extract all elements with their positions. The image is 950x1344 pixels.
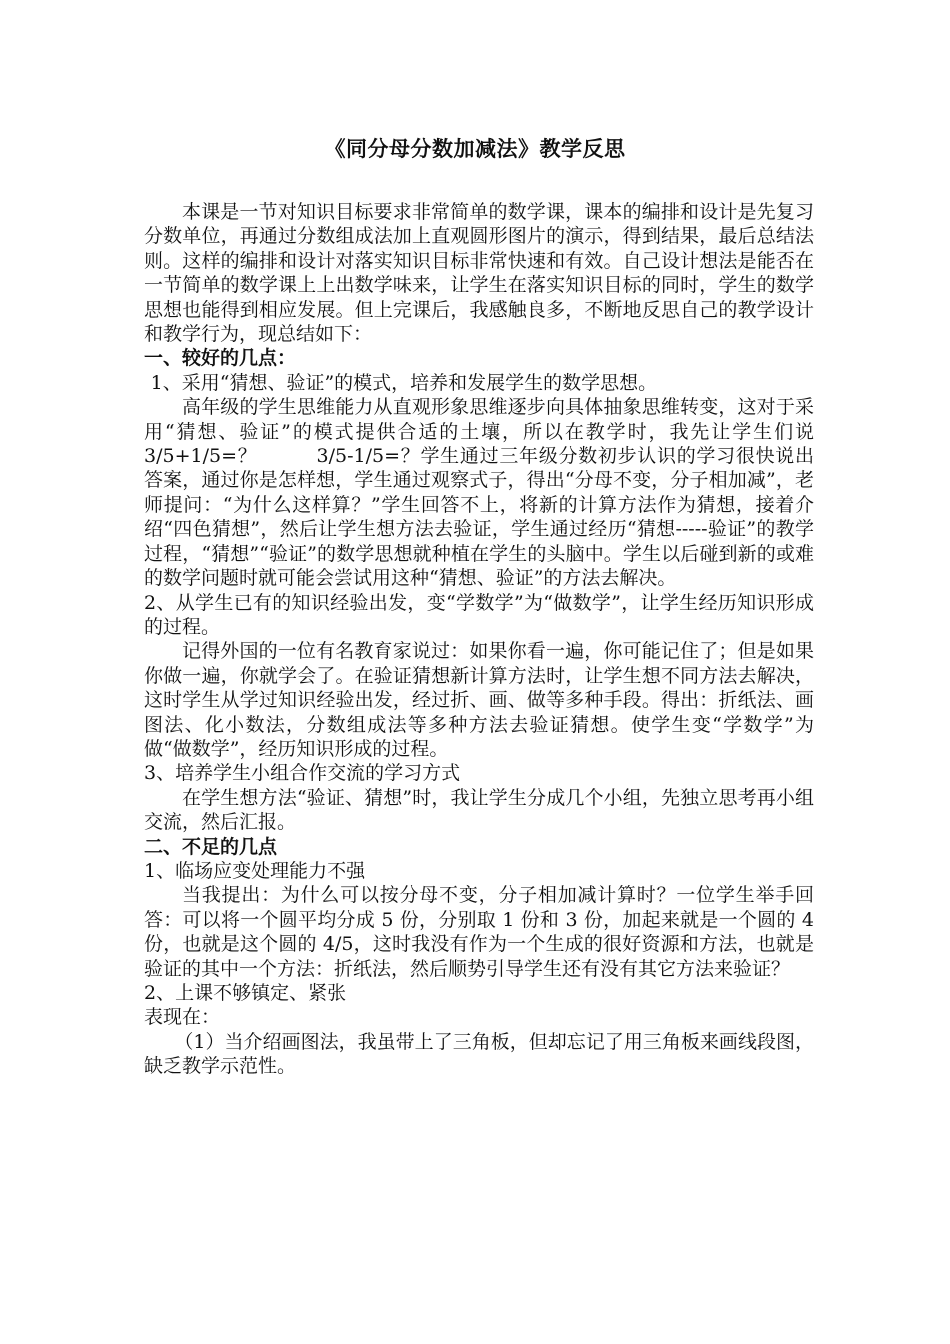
weakness-item-1-heading: 1、临场应变处理能力不强 (144, 859, 366, 882)
intro-paragraph: 本课是一节对知识目标要求非常简单的数学课，课本的编排和设计是先复习分数单位，再通过分数组成法加上直观圆形图片的演示，得到结果，最后总结法则。这样的编排和设计对落实知识目标非常快速和有效。自己设计想法是能否在一节简单的数学课上上出数学味来，让学生在落实知识目标的同时，学生的数学思想也能得到相应发展。但上完课后，我感触良多，不断地反思自己的教学设计和教学行为，现总结如下： (144, 201, 814, 346)
strength-item-3-heading: 3、培养学生小组合作交流的学习方式 (144, 762, 461, 785)
document-body (144, 200, 814, 1079)
weakness-item-2-heading: 2、上课不够镇定、紧张 (144, 982, 347, 1004)
weakness-item-1-body: 当我提出：为什么可以按分母不变，分子相加减计算时？一位学生举手回答：可以将一个圆平均分成 5 份，分别取 1 份和 3 份，加起来就是一个圆的 4 份，也就是这个圆的 4/5，这时我没有作为一个生成的很好资源和方法，也就是验证的其中一个方法：折纸法，然后顺势引导学生还有没有其它方法来验证？ (144, 884, 814, 980)
strength-item-1-body: 高年级的学生思维能力从直观形象思维逐步向具体抽象思维转变，这对于采用“猜想、验证”的模式提供合适的土壤，所以在教学时，我先让学生们说 3/5+1/5=？ 3/5-1/5=？学生通过三年级分数初步认识的学习很快说出答案，通过你是怎样想，学生通过观察式子，得出“分母不变，分子相加减”，老师提问：“为什么这样算？”学生回答不上，将新的计算方法作为猜想，接着介绍“四色猜想”，然后让学生想方法去验证，学生通过经历“猜想-----验证”的教学过程，“猜想”“验证”的数学思想就种植在学生的头脑中。学生以后碰到新的或难的数学问题时就可能会尝试用这种“猜想、验证”的方法去解决。 (144, 396, 814, 590)
section-heading-strengths: 一、较好的几点： (144, 347, 297, 370)
weakness-item-2-label: 表现在： (144, 1006, 221, 1029)
weakness-item-2-point-1: （1）当介绍画图法，我虽带上了三角板，但却忘记了用三角板来画线段图，缺乏教学示范性。 (144, 1030, 814, 1078)
strength-item-2-body: 记得外国的一位有名教育家说过：如果你看一遍，你可能记住了；但是如果你做一遍，你就学会了。在验证猜想新计算方法时，让学生想不同方法去解决，这时学生从学过知识经验出发，经过折、画、做等多种手段。得出：折纸法、画图法、化小数法，分数组成法等多种方法去验证猜想。使学生变“学数学”为做“做数学”，经历知识形成的过程。 (144, 640, 814, 760)
section-heading-weaknesses: 二、不足的几点 (144, 835, 278, 858)
strength-item-1-heading: 1、采用“猜想、验证”的模式，培养和发展学生的数学思想。 (150, 371, 658, 394)
strength-item-3-body: 在学生想方法“验证、猜想”时，我让学生分成几个小组，先独立思考再小组交流，然后汇报。 (144, 786, 814, 834)
document-title: 《同分母分数加减法》教学反思 (324, 136, 626, 161)
strength-item-2-heading: 2、从学生已有的知识经验出发，变“学数学”为“做数学”，让学生经历知识形成的过程。 (144, 591, 814, 638)
